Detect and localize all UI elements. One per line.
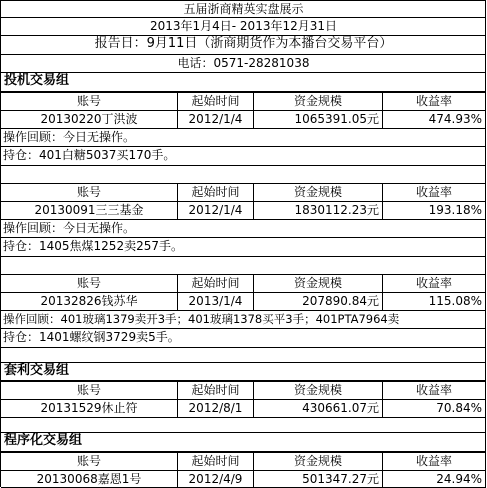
- start-cell: 2012/1/4: [178, 111, 254, 128]
- yield-cell: 70.84%: [383, 400, 486, 417]
- table-header-row: [1, 275, 486, 293]
- start-cell: 2012/4/9: [178, 471, 254, 488]
- account-cell: 20130091三三基金: [1, 202, 178, 219]
- col-header-yield: 收益率: [383, 382, 486, 399]
- blank-row: [1, 418, 486, 433]
- date-range: 2013年1月4日- 2013年12月31日: [1, 18, 486, 36]
- capital-cell: 430661.07元: [254, 400, 383, 417]
- account-cell: 20130068嘉恩1号: [1, 471, 178, 488]
- table-header-row: [1, 382, 486, 400]
- position-info: 持仓：401白糖5037买170手。: [1, 147, 486, 166]
- position-info: 持仓：1405焦煤1252卖257手。: [1, 238, 486, 257]
- table-row: [1, 400, 486, 418]
- col-header-account: 账号: [1, 382, 178, 399]
- start-cell: 2013/1/4: [178, 293, 254, 310]
- start-cell: 2012/8/1: [178, 400, 254, 417]
- col-header-capital: 资金规模: [254, 275, 383, 292]
- col-header-yield: 收益率: [383, 93, 486, 110]
- col-header-yield: 收益率: [383, 184, 486, 201]
- capital-cell: 501347.27元: [254, 471, 383, 488]
- col-header-capital: 资金规模: [254, 382, 383, 399]
- table-row: [1, 202, 486, 220]
- account-cell: 20131529休止符: [1, 400, 178, 417]
- blank-row: [1, 166, 486, 184]
- yield-cell: 24.94%: [383, 471, 486, 488]
- col-header-account: 账号: [1, 93, 178, 110]
- yield-cell: 193.18%: [383, 202, 486, 219]
- section-title-speculation: 投机交易组: [1, 73, 486, 93]
- col-header-start: 起始时间: [178, 93, 254, 110]
- col-header-start: 起始时间: [178, 275, 254, 292]
- table-row: [1, 471, 486, 488]
- report-date: 报告日：9月11日（浙商期货作为本播台交易平台）: [1, 36, 486, 55]
- position-info: 持仓：1401螺纹钢3729卖5手。: [1, 329, 486, 348]
- col-header-yield: 收益率: [383, 453, 486, 470]
- yield-cell: 474.93%: [383, 111, 486, 128]
- col-header-account: 账号: [1, 275, 178, 292]
- start-cell: 2012/1/4: [178, 202, 254, 219]
- phone-number: 电话：0571-28281038: [1, 55, 486, 73]
- account-cell: 20132826钱苏华: [1, 293, 178, 310]
- table-row: [1, 293, 486, 311]
- right-border: [485, 1, 486, 488]
- capital-cell: 1065391.05元: [254, 111, 383, 128]
- col-header-capital: 资金规模: [254, 453, 383, 470]
- section-title-programmatic: 程序化交易组: [1, 433, 486, 453]
- col-header-account: 账号: [1, 453, 178, 470]
- col-header-account: 账号: [1, 184, 178, 201]
- operation-review: 操作回顾：401玻璃1379卖开3手；401玻璃1378买平3手；401PTA7964卖: [1, 311, 486, 329]
- col-header-capital: 资金规模: [254, 184, 383, 201]
- col-header-start: 起始时间: [178, 184, 254, 201]
- table-header-row: [1, 184, 486, 202]
- table-row: [1, 111, 486, 129]
- section-title-arbitrage: 套利交易组: [1, 363, 486, 382]
- col-header-start: 起始时间: [178, 382, 254, 399]
- table-header-row: [1, 93, 486, 111]
- sheet-title: 五届浙商精英实盘展示: [1, 1, 486, 18]
- col-header-capital: 资金规模: [254, 93, 383, 110]
- operation-review: 操作回顾：今日无操作。: [1, 220, 486, 238]
- col-header-yield: 收益率: [383, 275, 486, 292]
- capital-cell: 207890.84元: [254, 293, 383, 310]
- account-cell: 20130220丁洪波: [1, 111, 178, 128]
- col-header-start: 起始时间: [178, 453, 254, 470]
- operation-review: 操作回顾：今日无操作。: [1, 129, 486, 147]
- table-header-row: [1, 453, 486, 471]
- yield-cell: 115.08%: [383, 293, 486, 310]
- capital-cell: 1830112.23元: [254, 202, 383, 219]
- blank-row: [1, 257, 486, 275]
- blank-row: [1, 348, 486, 363]
